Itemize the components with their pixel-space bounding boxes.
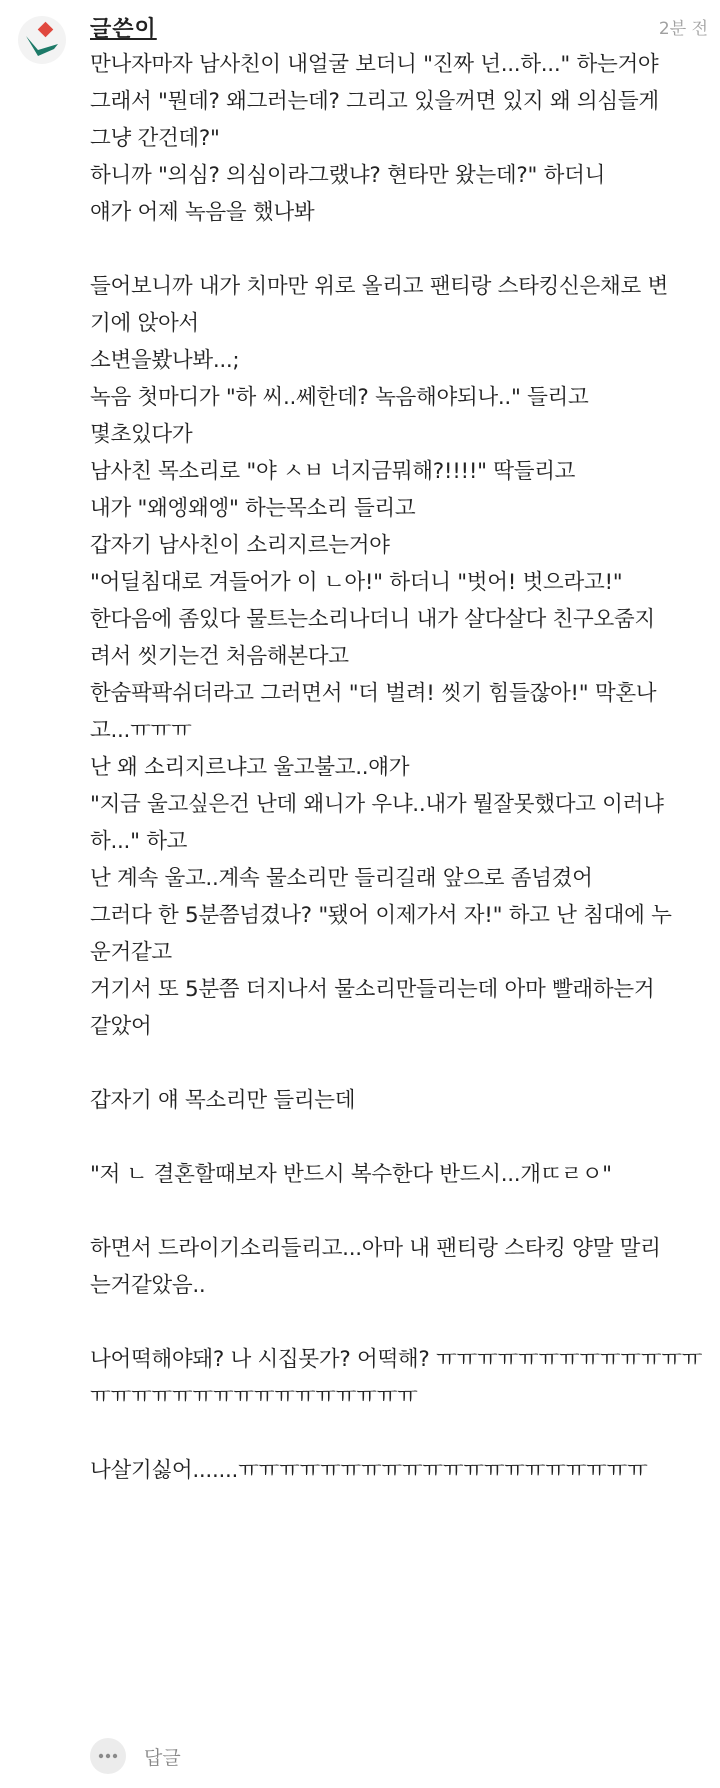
comment-text-line: 한숨팍팍쉬더라고 그러면서 "더 벌려! 씻기 힘들잖아!" 막혼나	[90, 681, 657, 706]
comment-text-line: 하..." 하고	[90, 829, 188, 854]
comment-text-line: 그래서 "뭔데? 왜그러는데? 그리고 있을꺼면 있지 왜 의심들게	[90, 89, 659, 114]
comment-text-line: 거기서 또 5분쯤 더지나서 물소리만들리는데 아마 빨래하는거	[90, 977, 655, 1002]
comment-text-line: 소변을봤나봐...;	[90, 348, 240, 373]
comment-text-line: 녹음 첫마디가 "하 씨..쎄한데? 녹음해야되나.." 들리고	[90, 385, 589, 410]
comment-text-line: 한다음에 좀있다 물트는소리나더니 내가 살다살다 친구오줌지	[90, 607, 655, 632]
comment-text-line: 난 왜 소리지르냐고 울고불고..얘가	[90, 755, 410, 780]
reply-button[interactable]: 답글	[144, 1746, 181, 1769]
comment-text-line: 하니까 "의심? 의심이라그랬냐? 현타만 왔는데?" 하더니	[90, 163, 606, 188]
comment-text-line: 나살기싫어.......ㅠㅠㅠㅠㅠㅠㅠㅠㅠㅠㅠㅠㅠㅠㅠㅠㅠㅠㅠㅠ	[90, 1458, 648, 1483]
comment-text-line: "저 ㄴ 결혼할때보자 반드시 복수한다 반드시...개ㄸㄹㅇ"	[90, 1162, 612, 1187]
comment-text-line: 하면서 드라이기소리들리고...아마 내 팬티랑 스타킹 양말 말리	[90, 1236, 661, 1261]
comment-blank-line	[90, 1193, 710, 1230]
comment-text-line: 내가 "왜엥왜엥" 하는목소리 들리고	[90, 496, 416, 521]
comment-text-line: 얘가 어제 녹음을 했나봐	[90, 200, 315, 225]
comment-text-line: 난 계속 울고..계속 물소리만 들리길래 앞으로 좀넘겼어	[90, 866, 593, 891]
comment-blank-line	[90, 1304, 710, 1341]
comment-text-line: 운거같고	[90, 940, 172, 965]
comment-text-line: 몇초있다가	[90, 422, 193, 447]
comment-actions	[90, 1736, 181, 1776]
comment-text-line: 같았어	[90, 1014, 152, 1039]
comment-text-line: 고...ㅠㅠㅠ	[90, 718, 192, 743]
comment-text-line: 려서 씻기는건 처음해본다고	[90, 644, 349, 669]
comment-text-line: 남사친 목소리로 "야 ㅅㅂ 너지금뭐해?!!!!" 딱들리고	[90, 459, 576, 484]
comment-blank-line	[90, 1045, 710, 1082]
comment-text-line: "지금 울고싶은건 난데 왜니가 우냐..내가 뭘잘못했다고 이러냐	[90, 792, 664, 817]
comment-blank-line	[90, 231, 710, 268]
author-avatar-logo-icon	[18, 16, 66, 64]
comment-body	[90, 46, 710, 1489]
comment-text-line: 는거같았음..	[90, 1273, 206, 1298]
comment-text-line: 갑자기 얘 목소리만 들리는데	[90, 1088, 356, 1113]
comment-text-line: 그러다 한 5분쯤넘겼나? "됐어 이제가서 자!" 하고 난 침대에 누	[90, 903, 672, 928]
comment-text-line: 만나자마자 남사친이 내얼굴 보더니 "진짜 넌...하..." 하는거야	[90, 52, 659, 77]
more-options-button[interactable]	[90, 1738, 126, 1774]
comment-text-line: "어딜침대로 겨들어가 이 ㄴ아!" 하더니 "벗어! 벗으라고!"	[90, 570, 623, 595]
comment-text-line: 갑자기 남사친이 소리지르는거야	[90, 533, 390, 558]
comment-text-line: ㅠㅠㅠㅠㅠㅠㅠㅠㅠㅠㅠㅠㅠㅠㅠㅠ	[90, 1384, 418, 1409]
comment-text-line: 그냥 간건데?"	[90, 126, 220, 151]
comment-timestamp: 2분 전	[658, 19, 708, 39]
author-avatar[interactable]	[18, 16, 66, 64]
author-name[interactable]: 글쓴이	[90, 17, 157, 42]
comment-text-line: 기에 앉아서	[90, 311, 199, 336]
comment-blank-line	[90, 1415, 710, 1452]
comment-text-line: 나어떡해야돼? 나 시집못가? 어떡해? ㅠㅠㅠㅠㅠㅠㅠㅠㅠㅠㅠㅠㅠ	[90, 1347, 703, 1372]
comment-text-line: 들어보니까 내가 치마만 위로 올리고 팬티랑 스타킹신은채로 변	[90, 274, 668, 299]
comment-blank-line	[90, 1119, 710, 1156]
more-options-icon	[98, 1753, 118, 1759]
